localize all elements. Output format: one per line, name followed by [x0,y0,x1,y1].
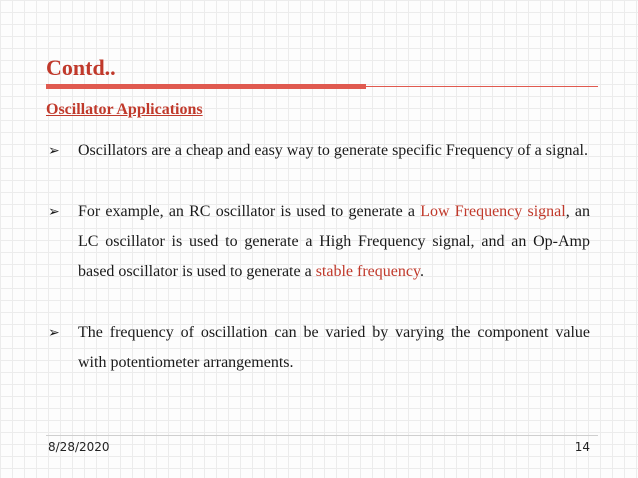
title-underline-bar [46,84,366,89]
bullet-text [78,197,590,287]
bullet-item [48,136,590,166]
section-subheading: Oscillator Applications [46,101,203,118]
title-underline-rule [366,86,598,87]
bullet-text-part: , an LC oscillator is used to generate a High Frequency signal, and an Op-Amp based oscillator is used to generate a [78,203,591,280]
page-number: 14 [574,440,590,454]
bullet-text-part: For example, an RC oscillator is used to generate a [78,203,421,220]
highlighted-term-stable-frequency: stable frequency [315,263,420,280]
arrow-bullet-icon: ➢ [48,143,60,159]
bullet-item [48,318,590,378]
footer-divider [46,435,598,436]
bullet-text-part: Oscillators are a cheap and easy way to generate specific Frequency of a signal. [78,142,588,159]
bullet-item [48,197,590,287]
bullet-text [78,136,590,166]
arrow-bullet-icon: ➢ [48,325,60,341]
footer-date: 8/28/2020 [48,440,110,454]
bullet-text [78,318,590,378]
bullet-text-part: . [419,263,424,280]
slide-title: Contd.. [46,55,116,80]
arrow-bullet-icon: ➢ [48,204,60,220]
bullet-text-part: The frequency of oscillation can be varied by varying the component value with potentiometer arrangements. [78,324,590,371]
highlighted-term-low-frequency: Low Frequency signal [420,203,566,220]
